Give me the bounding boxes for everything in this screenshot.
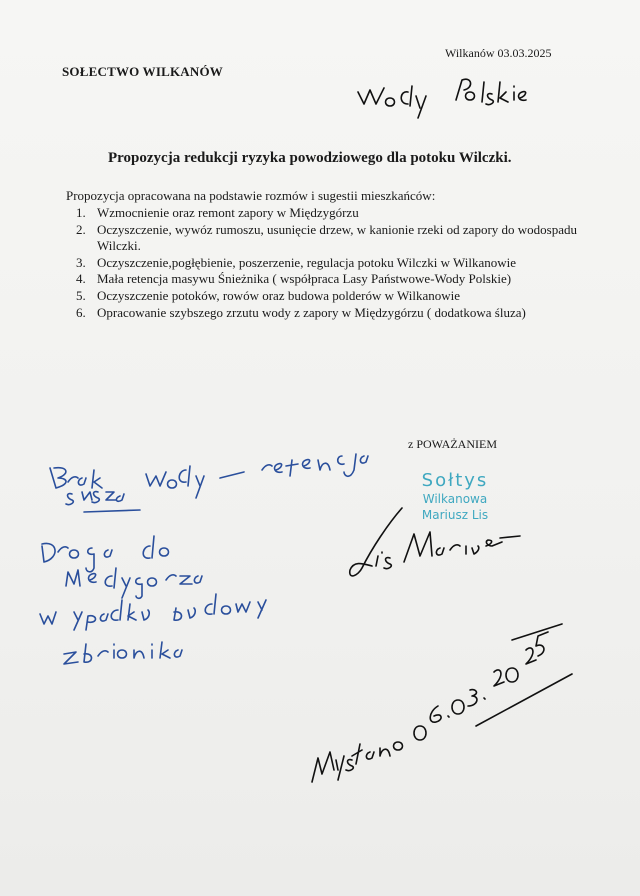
document-title: Propozycja redukcji ryzyka powodziowego dla potoku Wilczki. — [108, 150, 512, 166]
signature — [350, 508, 520, 576]
stamp-title: Sołtys — [421, 470, 489, 491]
date-line: Wilkanów 03.03.2025 — [445, 46, 552, 60]
handwritten-addressee — [358, 79, 526, 118]
stamp-line-2: Mariusz Lis — [421, 508, 489, 522]
list-item-text: Wzmocnienie oraz remont zapory w Międzygórzu — [97, 205, 359, 220]
intro-text: Propozycja opracowana na podstawie rozmów i sugestii mieszkańców: — [66, 188, 436, 203]
list-item-text: Oczyszczenie,pogłębienie, poszerzenie, regulacja potoku Wilczki w Wilkanowie — [97, 254, 516, 270]
list-item-number: 6. — [76, 304, 86, 320]
list-item-number: 3. — [76, 254, 86, 270]
closing-regards: z POWAŻANIEM — [408, 437, 497, 451]
list-item-number: 5. — [76, 287, 86, 303]
list-item-number: 4. — [76, 271, 86, 287]
list-item-number: 1. — [76, 205, 86, 220]
list-item-number: 2. — [76, 221, 86, 237]
organization-header: SOŁECTWO WILKANÓW — [62, 64, 223, 79]
list-item-text: Opracowanie szybszego zrzutu wody z zapory w Międzygórzu ( dodatkowa śluza) — [97, 304, 526, 320]
handwritten-note-retencja — [50, 454, 368, 512]
handwritten-note-droga — [40, 536, 266, 664]
list-item-text: Mała retencja masywu Śnieżnika ( współpraca Lasy Państwowe-Wody Polskie) — [97, 271, 512, 287]
list-item-text: Oczyszczenie, wywóz rumoszu, usunięcie drzew, w kanionie rzeki od zapory do wodospadu Wilczki. — [97, 221, 577, 254]
list-item-text: Oczyszczenie potoków, rowów oraz budowa polderów w Wilkanowie — [97, 287, 461, 303]
handwritten-sent-note — [312, 624, 572, 782]
stamp-line-1: Wilkanowa — [422, 492, 488, 506]
